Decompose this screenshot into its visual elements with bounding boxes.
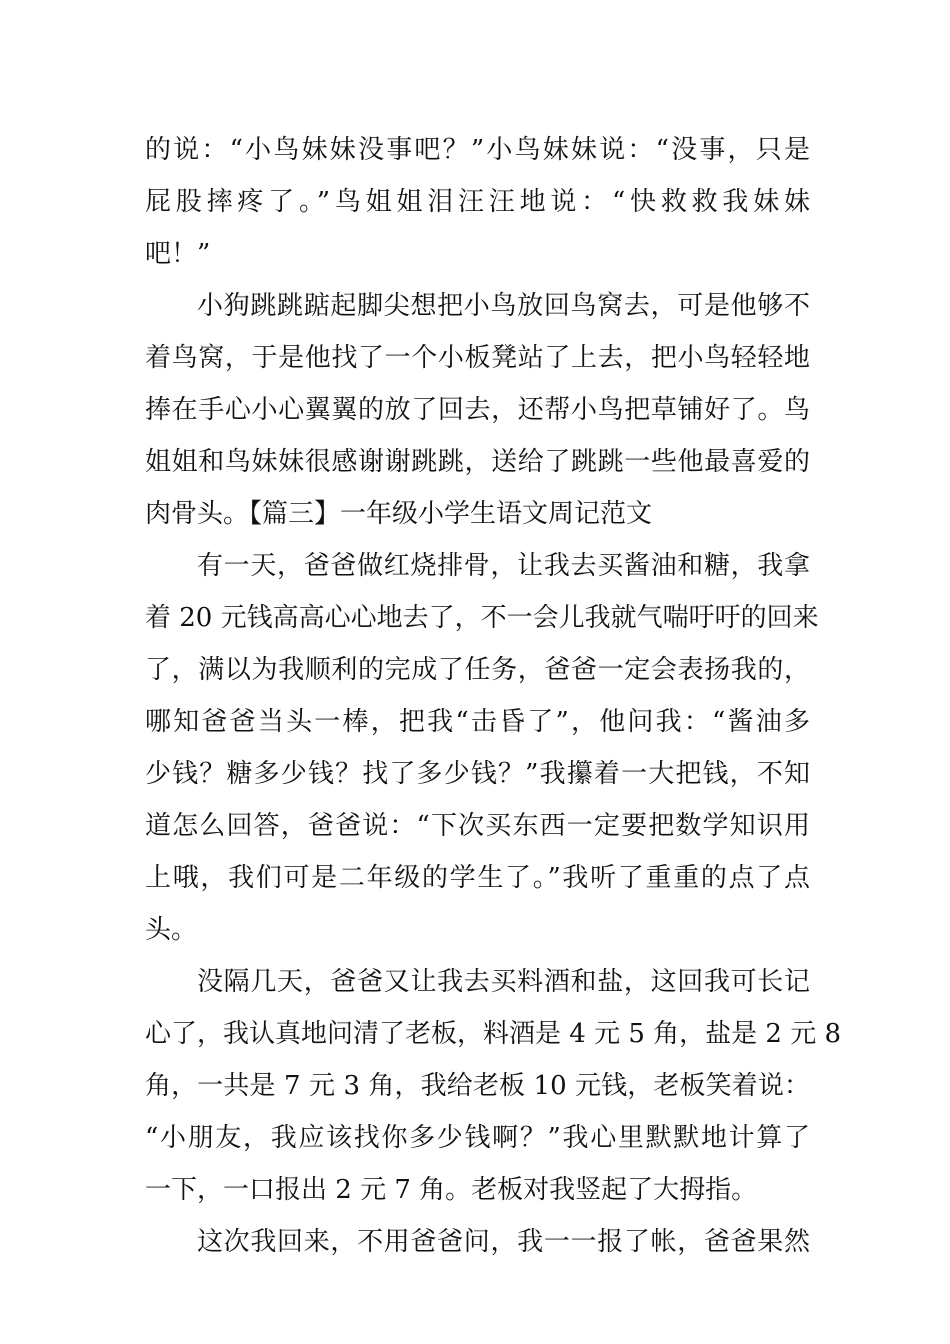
body-text: [145, 124, 842, 1268]
text-line: 捧在手心小心翼翼的放了回去，还帮小鸟把草铺好了。鸟: [145, 395, 810, 425]
text-line: 的说：“小鸟妹妹没事吧？”小鸟妹妹说：“没事，只是: [145, 135, 810, 165]
text-line: 着鸟窝，于是他找了一个小板凳站了上去，把小鸟轻轻地: [145, 343, 810, 373]
text-line: 肉骨头。【篇三】一年级小学生语文周记范文: [145, 499, 653, 529]
text-line: 着 20 元钱高高心心地去了，不一会儿我就气喘吁吁的回来: [145, 603, 819, 633]
text-line: 没隔几天，爸爸又让我去买料酒和盐，这回我可长记: [197, 967, 810, 997]
text-line: 道怎么回答，爸爸说：“下次买东西一定要把数学知识用: [145, 811, 810, 841]
text-line: “小朋友，我应该找你多少钱啊？”我心里默默地计算了: [145, 1123, 810, 1153]
text-line: 上哦，我们可是二年级的学生了。”我听了重重的点了点: [145, 863, 810, 893]
text-line: 头。: [145, 915, 198, 945]
text-line: 小狗跳跳踮起脚尖想把小鸟放回鸟窝去，可是他够不: [197, 291, 810, 321]
text-line: 屁股摔疼了。”鸟姐姐泪汪汪地说：“快救救我妹妹: [145, 187, 810, 217]
text-line: 了，满以为我顺利的完成了任务，爸爸一定会表扬我的，: [145, 655, 810, 685]
text-line: 吧！”: [145, 239, 211, 269]
text-line: 少钱？糖多少钱？找了多少钱？”我攥着一大把钱，不知: [145, 759, 810, 789]
text-line: 姐姐和鸟妹妹很感谢谢跳跳，送给了跳跳一些他最喜爱的: [145, 447, 810, 477]
text-line: 一下，一口报出 2 元 7 角。老板对我竖起了大拇指。: [145, 1175, 758, 1205]
text-line: 有一天，爸爸做红烧排骨，让我去买酱油和糖，我拿: [197, 551, 810, 581]
text-line: 心了，我认真地问清了老板，料酒是 4 元 5 角，盐是 2 元 8: [145, 1019, 842, 1049]
text-line: 角，一共是 7 元 3 角，我给老板 10 元钱，老板笑着说：: [145, 1071, 810, 1101]
text-line: 哪知爸爸当头一棒，把我“击昏了”，他问我：“酱油多: [145, 707, 810, 737]
text-line: 这次我回来，不用爸爸问，我一一报了帐，爸爸果然: [197, 1227, 810, 1257]
